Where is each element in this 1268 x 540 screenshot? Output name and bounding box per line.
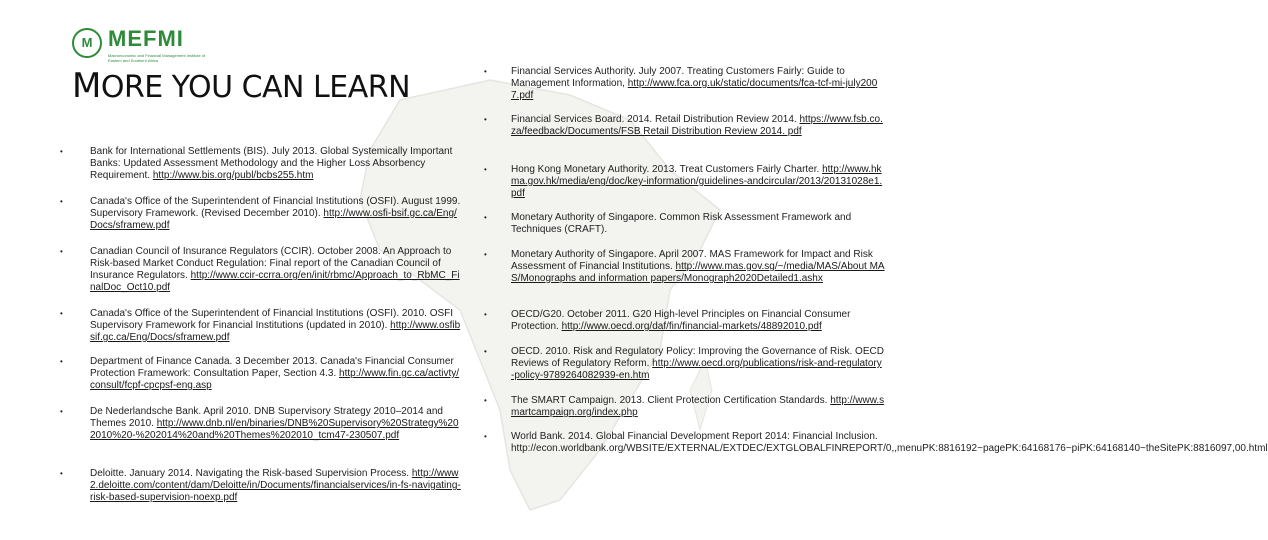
reference-link[interactable]: http://www.fin.gc.ca/activty/consult/fcpf-cpcpsf-eng.asp bbox=[90, 368, 460, 391]
mefmi-logo bbox=[68, 26, 218, 64]
reference-citation: Monetary Authority of Singapore. Common Risk Assessment Framework and Techniques (CRAFT). bbox=[511, 212, 852, 235]
page-title-rest: ORE YOU CAN LEARN bbox=[100, 70, 411, 105]
reference-citation: Bank for International Settlements (BIS). July 2013. Global Systemically Important Banks: Updated Assessment Methodology and the Higher Loss Absorbency Requirement. bbox=[90, 146, 453, 181]
reference-text bbox=[90, 356, 462, 392]
reference-text bbox=[511, 114, 885, 138]
bullet-icon: • bbox=[60, 469, 63, 478]
reference-link[interactable]: https://www.fsb.co.za/feedback/Documents/FSB Retail Distribution Review 2014. pdf bbox=[511, 114, 883, 137]
mefmi-logo-tagline: Macroeconomic and Financial Management Institute of Eastern and Southern Africa bbox=[108, 53, 206, 63]
reference-text bbox=[90, 406, 462, 442]
reference-text bbox=[511, 66, 885, 102]
reference-link[interactable]: http://www.mas.gov.sg/~/media/MAS/About MAS/Monographs and information papers/Monograph2020Detailed1.ashx bbox=[511, 261, 885, 284]
reference-link[interactable]: http://www.ccir-ccrra.org/en/init/rbmc/Approach_to_RbMC_FinalDoc_Oct10.pdf bbox=[90, 270, 460, 293]
reference-citation: Canada's Office of the Superintendent of Financial Institutions (OSFI). August 1999. Supervisory Framework. (Revised December 2010). bbox=[90, 196, 461, 219]
reference-link[interactable]: http://www.bis.org/publ/bcbs255.htm bbox=[152, 170, 314, 181]
reference-text bbox=[90, 468, 462, 504]
reference-citation: De Nederlandsche Bank. April 2010. DNB Supervisory Strategy 2010–2014 and Themes 2010. bbox=[90, 406, 443, 429]
bullet-icon: • bbox=[484, 67, 487, 76]
bullet-icon: • bbox=[60, 247, 63, 256]
reference-citation: Deloitte. January 2014. Navigating the Risk-based Supervision Process. bbox=[90, 468, 412, 479]
reference-link[interactable]: http://www.fca.org.uk/static/documents/fca-tcf-mi-july2007.pdf bbox=[511, 78, 878, 101]
reference-text bbox=[511, 164, 885, 200]
reference-text bbox=[511, 212, 885, 236]
reference-text bbox=[511, 249, 885, 285]
reference-text bbox=[90, 246, 462, 294]
reference-link[interactable]: http://www.oecd.org/daf/fin/financial-markets/48892010.pdf bbox=[561, 321, 822, 332]
mefmi-logo-name: MEFMI bbox=[108, 26, 184, 51]
page-title bbox=[72, 66, 410, 106]
bullet-icon: • bbox=[60, 407, 63, 416]
bullet-icon: • bbox=[484, 213, 487, 222]
bullet-icon: • bbox=[484, 310, 487, 319]
reference-text bbox=[511, 346, 885, 382]
reference-link[interactable]: http://www.osfi-bsif.gc.ca/Eng/Docs/sframew.pdf bbox=[90, 208, 457, 231]
reference-citation: OECD. 2010. Risk and Regulatory Policy: Improving the Governance of Risk. OECD Reviews of Regulatory Reform. bbox=[511, 346, 884, 369]
reference-link[interactable]: http://www.osfibsif.gc.ca/Eng/Docs/sframew.pdf bbox=[90, 320, 461, 343]
reference-citation: Monetary Authority of Singapore. April 2007. MAS Framework for Impact and Risk Assessment of Financial Institutions. bbox=[511, 249, 873, 272]
bullet-icon: • bbox=[60, 147, 63, 156]
reference-citation: Canadian Council of Insurance Regulators (CCIR). October 2008. An Approach to Risk-based Market Conduct Regulation: Final report of the Canadian Council of Insurance Regulators. bbox=[90, 246, 452, 281]
bullet-icon: • bbox=[484, 432, 487, 441]
page-title-initial: M bbox=[72, 66, 101, 106]
bullet-icon: • bbox=[484, 165, 487, 174]
reference-citation: OECD/G20. October 2011. G20 High-level Principles on Financial Consumer Protection. bbox=[511, 309, 851, 332]
reference-citation: World Bank. 2014. Global Financial Development Report 2014: Financial Inclusion. http://econ.worldbank.org/WBSITE/EXTERNAL/EXTDEC/EXTGLOBALFINREPORT/0,,menuPK:8816192~pagePK:64168176~piPK:64168140~theSitePK:8816097,00.html bbox=[511, 431, 1268, 454]
bullet-icon: • bbox=[484, 347, 487, 356]
reference-text bbox=[90, 196, 462, 232]
reference-link[interactable]: http://www.hkma.gov.hk/media/eng/doc/key-information/guidelines-andcircular/2013/20131028e1.pdf bbox=[511, 164, 883, 199]
reference-text bbox=[511, 395, 885, 419]
reference-citation: Financial Services Authority. July 2007. Treating Customers Fairly: Guide to Management Information, bbox=[511, 66, 845, 89]
reference-link[interactable]: http://www2.deloitte.com/content/dam/Deloitte/in/Documents/financialservices/in-fs-navigating-risk-based-supervision-noexp.pdf bbox=[90, 468, 461, 503]
reference-link[interactable]: http://www.oecd.org/publications/risk-and-regulatory-policy-9789264082939-en.htm bbox=[511, 358, 882, 381]
bullet-icon: • bbox=[484, 396, 487, 405]
bullet-icon: • bbox=[484, 250, 487, 259]
reference-text bbox=[511, 431, 1268, 455]
reference-link[interactable]: http://www.dnb.nl/en/binaries/DNB%20Supervisory%20Strategy%202010%20-%202014%20and%20Themes%202010_tcm47-230507.pdf bbox=[90, 418, 459, 441]
bullet-icon: • bbox=[60, 309, 63, 318]
reference-citation: Financial Services Board. 2014. Retail Distribution Review 2014. bbox=[511, 114, 800, 125]
bullet-icon: • bbox=[484, 115, 487, 124]
bullet-icon: • bbox=[60, 357, 63, 366]
reference-text bbox=[90, 308, 462, 344]
reference-citation: Canada's Office of the Superintendent of Financial Institutions (OSFI). 2010. OSFI Supervisory Framework for Financial Institutions (updated in 2010). bbox=[90, 308, 454, 331]
mefmi-logo-mark-icon: M bbox=[72, 28, 102, 58]
reference-text bbox=[90, 146, 462, 182]
reference-citation: Hong Kong Monetary Authority. 2013. Treat Customers Fairly Charter. bbox=[511, 164, 823, 175]
reference-link[interactable]: http://www.smartcampaign.org/index.php bbox=[511, 395, 885, 418]
reference-citation: Department of Finance Canada. 3 December 2013. Canada's Financial Consumer Protection Framework: Consultation Paper, Section 4.3. bbox=[90, 356, 454, 379]
bullet-icon: • bbox=[60, 197, 63, 206]
reference-citation: The SMART Campaign. 2013. Client Protection Certification Standards. bbox=[511, 395, 831, 406]
reference-text bbox=[511, 309, 885, 333]
